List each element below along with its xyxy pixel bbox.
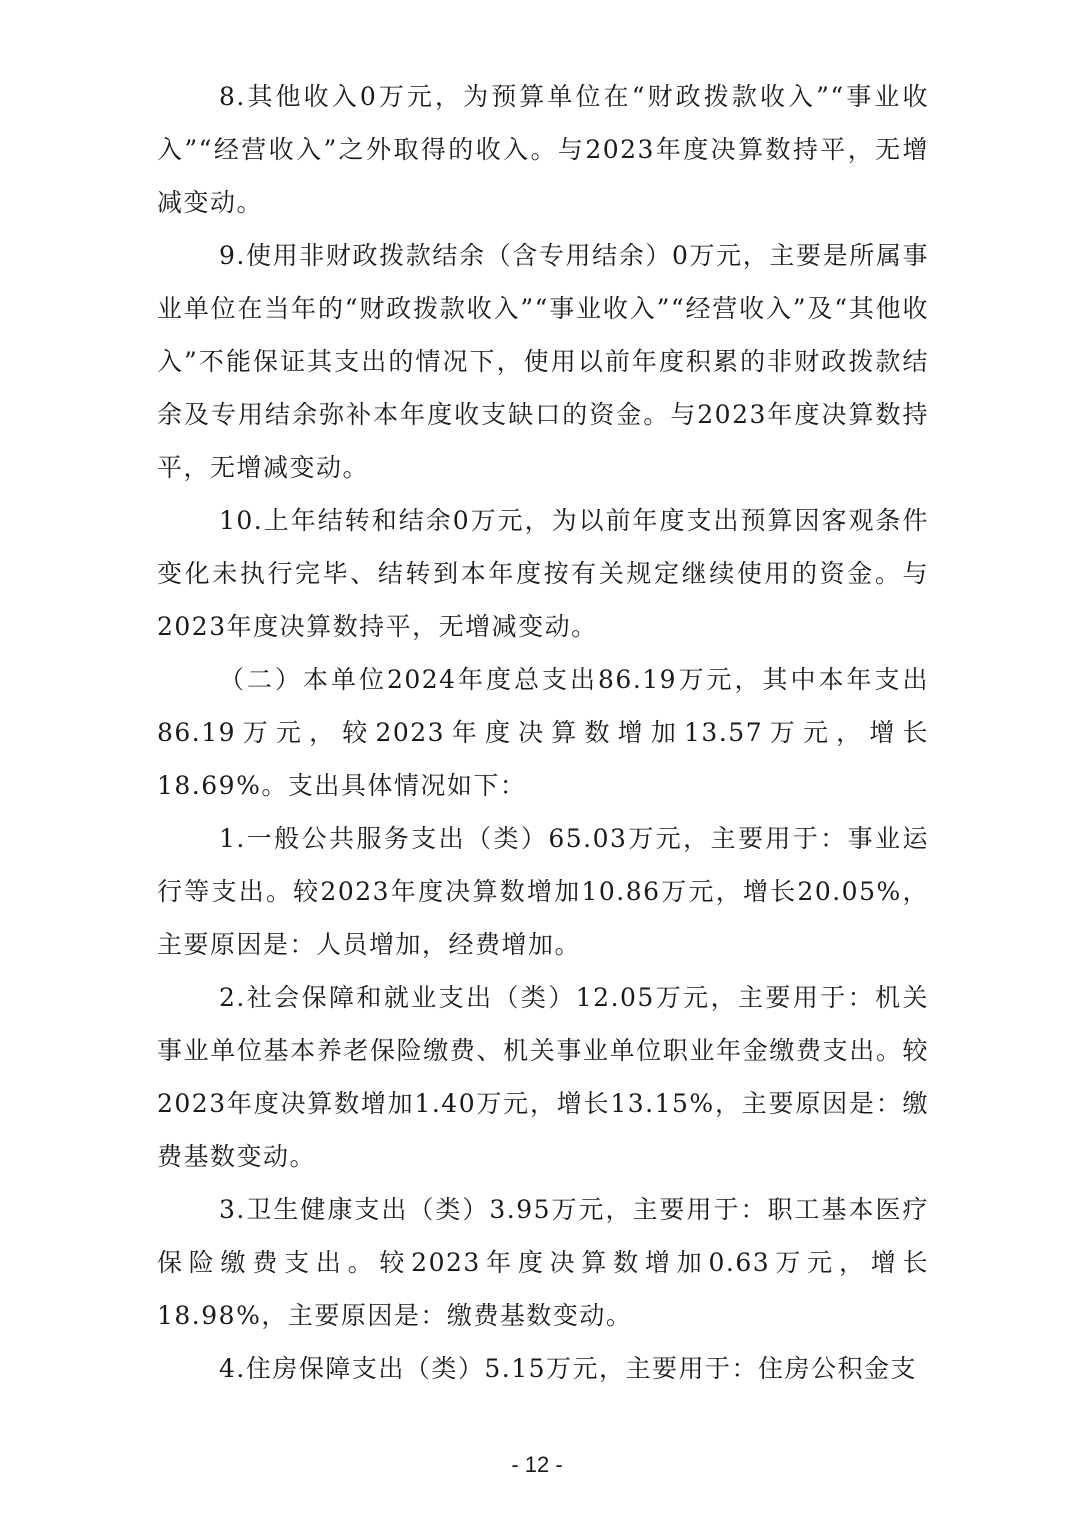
paragraph-housing: 4.住房保障支出（类）5.15万元，主要用于：住房公积金支 bbox=[219, 1354, 918, 1383]
paragraph-social-security: 2.社会保障和就业支出（类）12.05万元，主要用于：机关事业单位基本养老保险缴费、机关事业单位职业年金缴费支出。较2023年度决算数增加1.40万元，增长13.15%，主要原因是：缴费基数变动。 bbox=[157, 983, 929, 1171]
paragraph-public-services: 1.一般公共服务支出（类）65.03万元，主要用于：事业运行等支出。较2023年度决算数增加10.86万元，增长20.05%，主要原因是：人员增加，经费增加。 bbox=[157, 824, 929, 959]
paragraph-other-income: 8.其他收入0万元，为预算单位在“财政拨款收入”“事业收入”“经营收入”之外取得的收入。与2023年度决算数持平，无增减变动。 bbox=[157, 82, 929, 217]
page-number: - 12 - bbox=[511, 1452, 563, 1477]
paragraph-non-fiscal-balance: 9.使用非财政拨款结余（含专用结余）0万元，主要是所属事业单位在当年的“财政拨款收入”“事业收入”“经营收入”及“其他收入”不能保证其支出的情况下，使用以前年度积累的非财政拨款结余及专用结余弥补本年度收支缺口的资金。与2023年度决算数持平，无增减变动。 bbox=[157, 241, 929, 482]
document-body bbox=[157, 70, 929, 1395]
paragraph-carryover-balance: 10.上年结转和结余0万元，为以前年度支出预算因客观条件变化未执行完毕、结转到本年度按有关规定继续使用的资金。与2023年度决算数持平，无增减变动。 bbox=[157, 506, 929, 641]
paragraph-total-expenditure: （二）本单位2024年度总支出86.19万元，其中本年支出86.19万元，较2023年度决算数增加13.57万元，增长18.69%。支出具体情况如下： bbox=[157, 665, 929, 800]
paragraph-health: 3.卫生健康支出（类）3.95万元，主要用于：职工基本医疗保险缴费支出。较2023年度决算数增加0.63万元，增长18.98%，主要原因是：缴费基数变动。 bbox=[157, 1195, 929, 1330]
